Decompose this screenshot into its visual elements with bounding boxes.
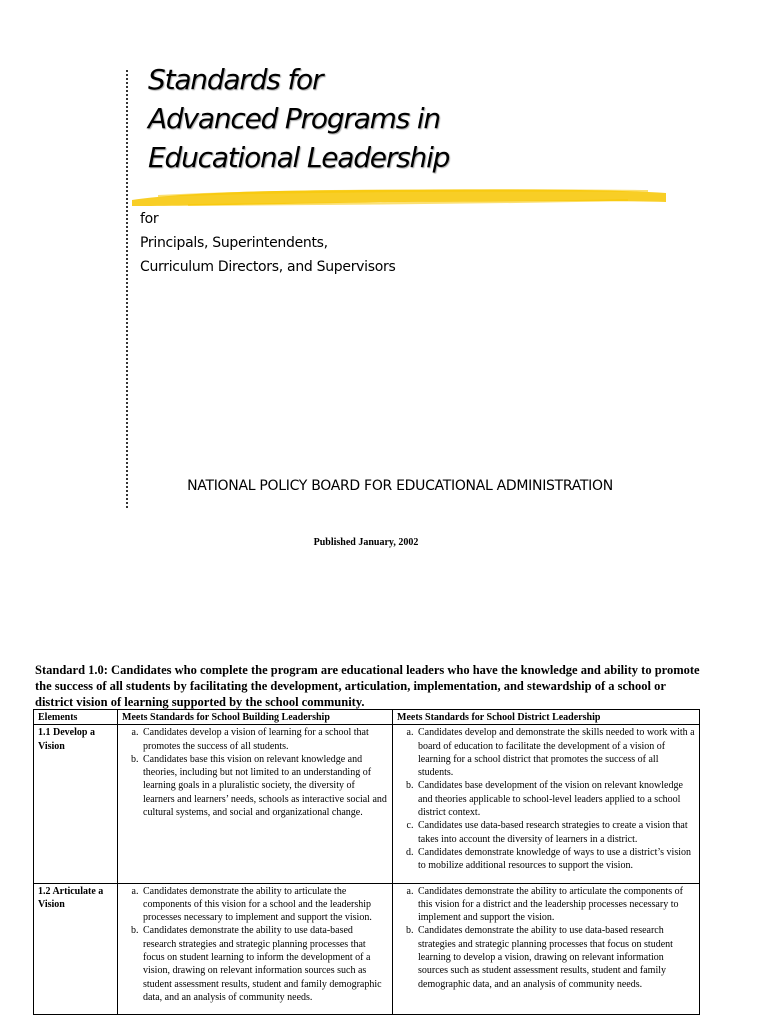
title-line: Educational Leadership [148,141,450,174]
standard-statement: Standard 1.0: Candidates who complete the program are educational leaders who have the knowledge and ability to promote the success of all students by facilitating the development, articulation, implementation, and stewardship of a school or district vision of learning supported by the school community. [35,662,700,709]
criterion-item: d. Candidates demonstrate knowledge of ways to use a district’s vision to mobilize additional resources to support the vision. [416,846,695,873]
criterion-item: b. Candidates demonstrate the ability to use data-based research strategies and strategic planning processes that focus on student learning to develop a vision, drawing on relevant information sources such as student assessment results, student and family demographic data, and an analysis of community needs. [416,924,695,990]
criterion-item: a. Candidates develop a vision of learning for a school that promotes the success of all students. [141,726,388,753]
building-cell [118,725,393,883]
title-line: Standards for [148,63,323,96]
publication-date: Published January, 2002 [313,537,419,548]
table-row [34,883,700,1015]
title-line: Advanced Programs in [148,102,440,135]
criterion-item: a. Candidates develop and demonstrate the skills needed to work with a board of education to facilitate the development of a vision of learning for a school district that promotes the success of all students. [416,726,695,779]
standards-table [33,709,700,1015]
header-building: Meets Standards for School Building Leadership [118,710,393,725]
criteria-list [397,726,695,872]
dotted-margin-rule [126,70,128,508]
element-cell: 1.2 Articulate a Vision [34,883,118,1015]
criterion-item: b. Candidates base this vision on relevant knowledge and theories, including but not limited to an understanding of learning goals in a pluralistic society, the diversity of learners and learners’ needs, schools as interactive social and cultural systems, and social and organizational change. [141,753,388,819]
criterion-item: c. Candidates use data-based research strategies to create a vision that takes into account the diversity of learners in a district. [416,819,695,846]
criterion-item: b. Candidates demonstrate the ability to use data-based research strategies and strategic planning processes that focus on student learning to inform the development of a vision, drawing on relevant information sources such as student assessment results, student and family demographic data, and an analysis of community needs. [141,924,388,1004]
criterion-item: a. Candidates demonstrate the ability to articulate the components of this vision for a school and the leadership processes necessary to implement and support the vision. [141,885,388,925]
publisher-name: NATIONAL POLICY BOARD FOR EDUCATIONAL ADMINISTRATION [187,478,613,494]
element-cell: 1.1 Develop a Vision [34,725,118,883]
district-cell [393,725,700,883]
criteria-list [122,726,388,819]
criteria-list [397,885,695,991]
district-cell [393,883,700,1015]
criteria-list [122,885,388,1005]
subtitle-line: Curriculum Directors, and Supervisors [140,259,396,275]
subtitle-line: for [140,211,159,227]
header-district: Meets Standards for School District Leadership [393,710,700,725]
subtitle-line: Principals, Superintendents, [140,235,328,251]
header-elements: Elements [34,710,118,725]
audience-subtitle [140,207,395,279]
criterion-item: b. Candidates base development of the vision on relevant knowledge and theories applicable to school-level leaders applied to a school district context. [416,779,695,819]
table-row [34,725,700,883]
document-title [148,60,449,177]
building-cell [118,883,393,1015]
criterion-item: a. Candidates demonstrate the ability to articulate the components of this vision for a district and the leadership processes necessary to implement and support the vision. [416,885,695,925]
table-header-row [34,710,700,725]
